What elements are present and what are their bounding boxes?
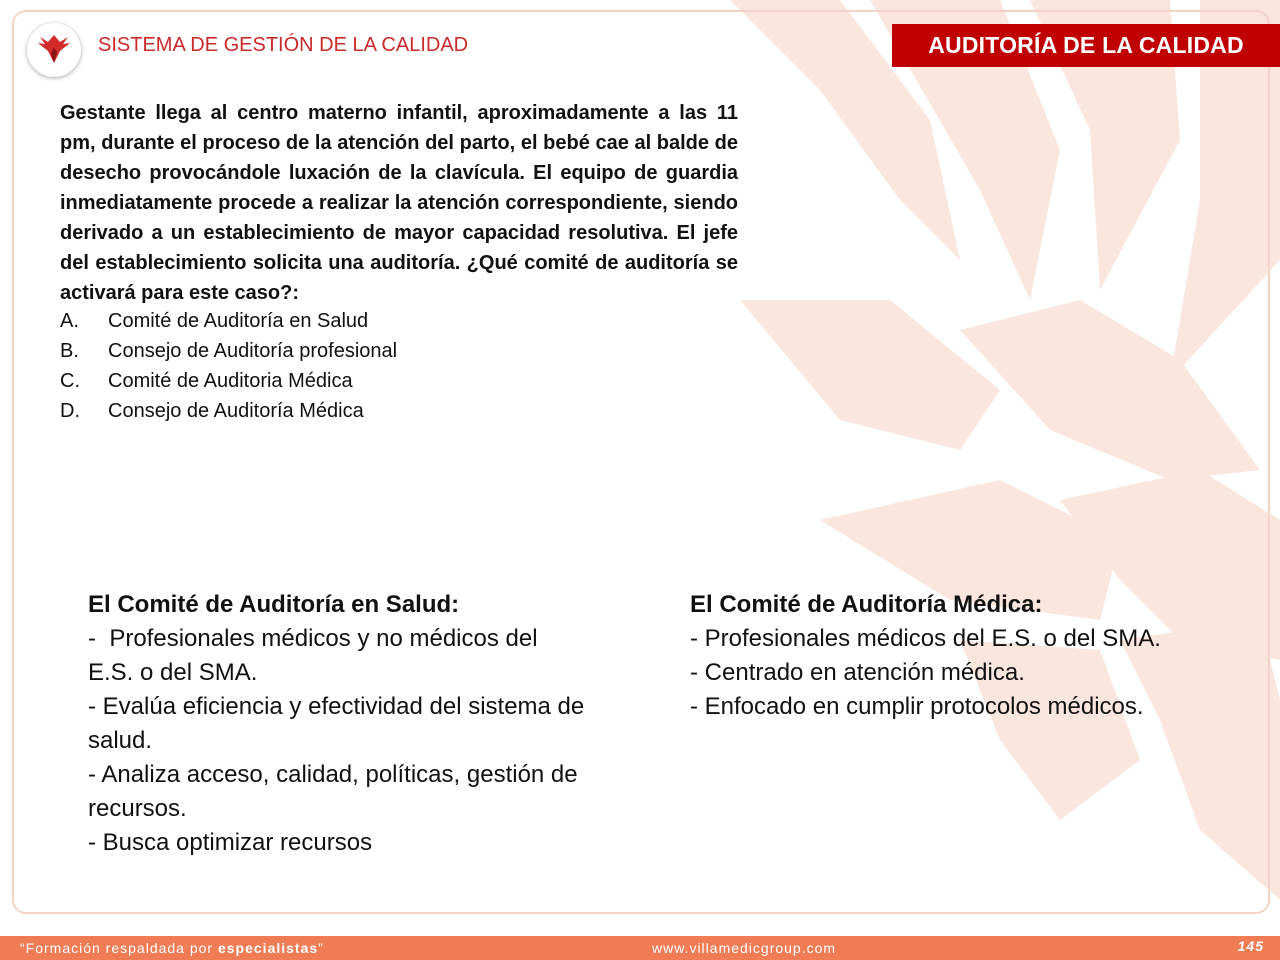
option-a (60, 306, 738, 336)
slogan-bold: especialistas (217, 940, 319, 956)
slogan-prefix: “Formación respaldada por (20, 940, 218, 956)
logo (27, 23, 81, 77)
phoenix-icon (34, 33, 74, 67)
option-c (60, 366, 738, 396)
question-text: Gestante llega al centro materno infantil, aproximadamente a las 11 pm, durante el proceso de la atención del parto, el bebé cae al balde de desecho provocándole luxación de la clavícula. El equipo de guardia inmediatamente procede a realizar la atención correspondiente, siendo derivado a un establecimiento de mayor capacidad resolutiva. El jefe del establecimiento solicita una auditoría. ¿Qué comité de auditoría se activará para este caso?: (60, 102, 738, 304)
option-letter: B. (60, 340, 79, 362)
option-text: Comité de Auditoria Médica (108, 370, 353, 392)
panel-item: - Evalúa eficiencia y efectividad del sistema de salud. (88, 693, 591, 754)
slogan-suffix: ” (318, 940, 324, 956)
brand-title: SISTEMA DE GESTIÓN DE LA CALIDAD (98, 34, 469, 56)
panel-item: - Centrado en atención médica. (690, 659, 1025, 686)
option-text: Comité de Auditoría en Salud (108, 310, 369, 332)
page-number: 145 (1237, 938, 1264, 954)
section-title-banner: AUDITORÍA DE LA CALIDAD (892, 24, 1280, 67)
panel-item: - Enfocado en cumplir protocolos médicos. (690, 693, 1144, 720)
panel-item: - Analiza acceso, calidad, políticas, gestión de recursos. (88, 761, 585, 822)
panel-item: - Profesionales médicos del E.S. o del SMA. (690, 625, 1161, 652)
audit-health-committee-panel (88, 588, 591, 860)
footer-bar (0, 936, 1280, 960)
option-b (60, 336, 738, 366)
option-d (60, 396, 738, 426)
option-text: Consejo de Auditoría Médica (108, 400, 364, 422)
footer-website-link[interactable]: www.villamedicgroup.com (652, 940, 837, 956)
option-letter: D. (60, 400, 80, 422)
option-letter: C. (60, 370, 80, 392)
option-letter: A. (60, 310, 79, 332)
answer-options (60, 306, 738, 426)
panel-heading: El Comité de Auditoría Médica: (690, 591, 1043, 618)
panel-item: - Busca optimizar recursos (88, 829, 373, 856)
panel-heading: El Comité de Auditoría en Salud: (88, 591, 460, 618)
footer-slogan (20, 940, 324, 956)
panel-item: - Profesionales médicos y no médicos del E.S. o del SMA. (88, 625, 545, 686)
phoenix-watermark-icon (700, 0, 1280, 930)
medical-audit-committee-panel (690, 588, 1230, 724)
option-text: Consejo de Auditoría profesional (108, 340, 398, 362)
